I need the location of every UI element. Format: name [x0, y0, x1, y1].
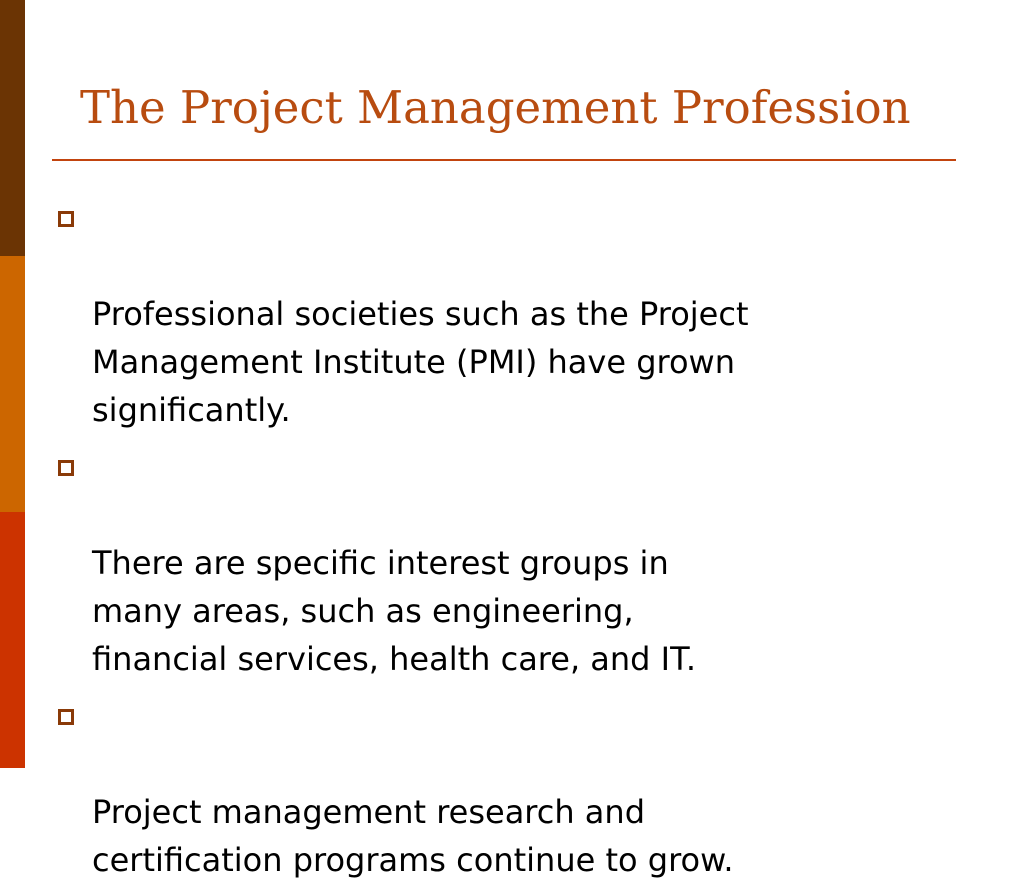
- square-bullet-icon: [58, 460, 74, 476]
- square-bullet-icon: [58, 211, 74, 227]
- bullet-list: [58, 194, 958, 893]
- bullet-item: [58, 194, 958, 434]
- square-bullet-icon: [58, 709, 74, 725]
- title-divider: [52, 159, 956, 161]
- slide-title: The Project Management Profession: [80, 81, 911, 134]
- bullet-text: Project management research and certification programs continue to grow.: [92, 793, 734, 879]
- bullet-item: [58, 443, 958, 683]
- bullet-item: [58, 692, 958, 884]
- bullet-text: There are specific interest groups in many areas, such as engineering, financial services, health care, and IT.: [92, 544, 697, 678]
- accent-bar-middle: [0, 256, 25, 512]
- accent-bar-bottom: [0, 512, 25, 768]
- accent-bar-top: [0, 0, 25, 256]
- bullet-text: Professional societies such as the Project Management Institute (PMI) have grown significantly.: [92, 295, 749, 429]
